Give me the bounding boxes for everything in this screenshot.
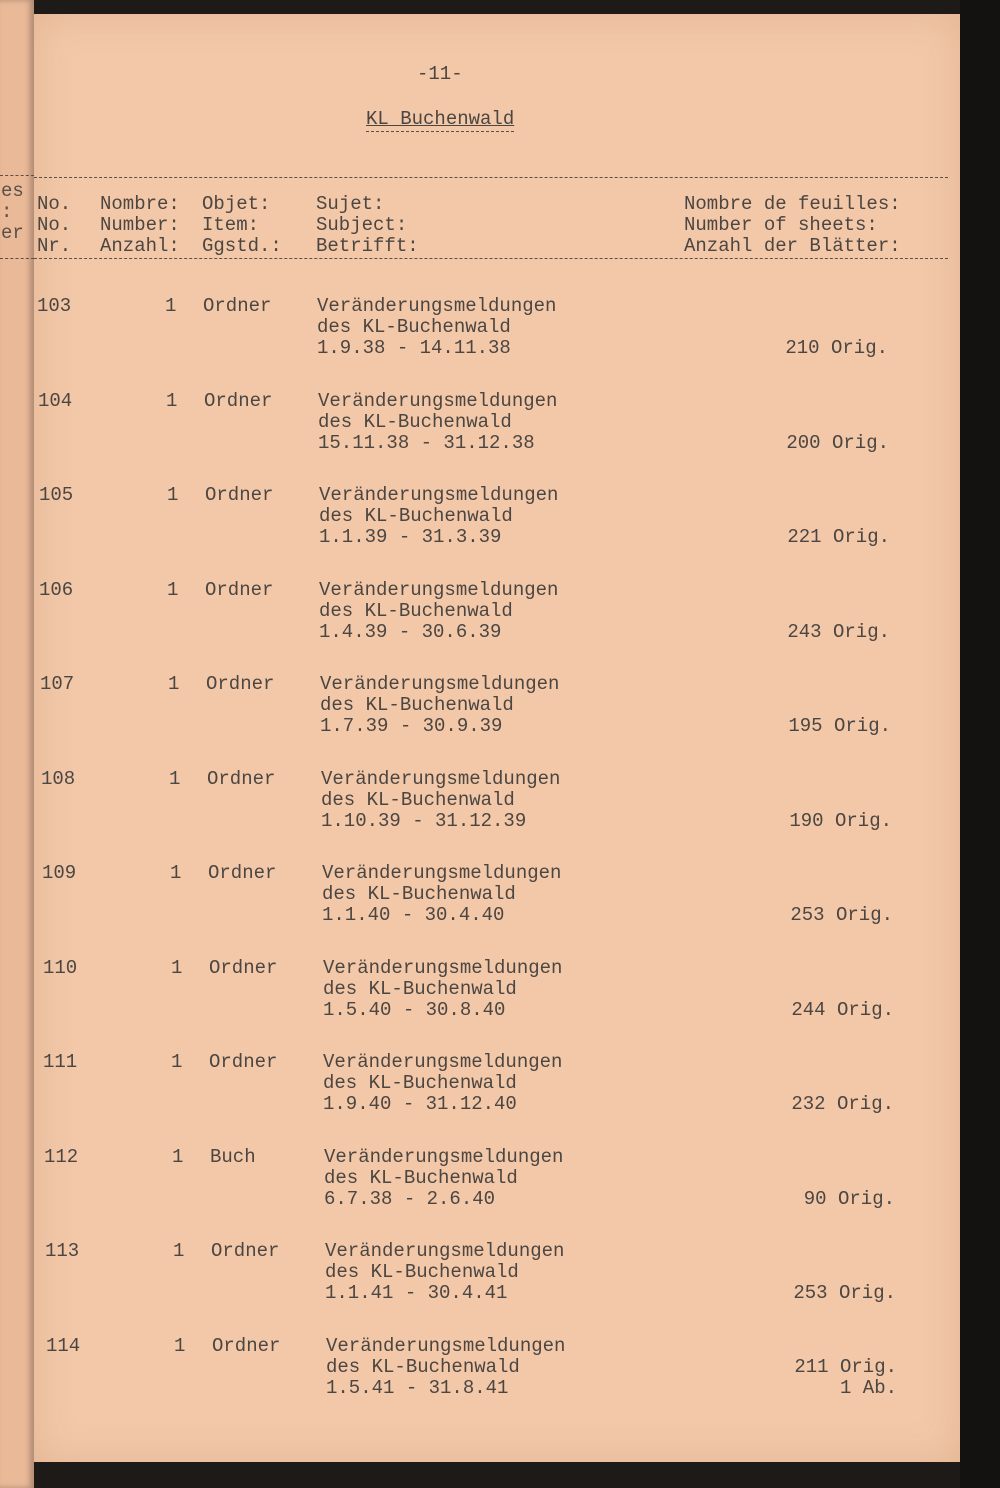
entry-subject-line: Veränderungsmeldungen xyxy=(322,862,562,884)
entry-item: Ordner xyxy=(206,673,275,695)
entry-subject-line: 1.5.41 - 31.8.41 xyxy=(326,1377,509,1399)
document-title: KL Buchenwald xyxy=(366,108,515,130)
header-subject: Subject: xyxy=(316,214,408,236)
entry-sheets: 253 Orig. xyxy=(790,904,893,926)
entry-subject-line: Veränderungsmeldungen xyxy=(320,673,560,695)
entry-number: 113 xyxy=(45,1240,80,1262)
entry-sheets: 200 Orig. xyxy=(786,432,889,454)
entry-item: Ordner xyxy=(205,579,274,601)
previous-page-edge xyxy=(0,0,34,1488)
prev-page-rule xyxy=(0,175,34,176)
entry-count: 1 xyxy=(165,295,177,317)
entry-subject-line: 1.5.40 - 30.8.40 xyxy=(323,999,506,1021)
page-number: -11- xyxy=(417,63,463,85)
entry-subject-line: des KL-Buchenwald xyxy=(323,978,517,1000)
entry-subject-line: Veränderungsmeldungen xyxy=(326,1335,566,1357)
entry-sheets: 244 Orig. xyxy=(791,999,894,1021)
entry-count: 1 xyxy=(171,1051,183,1073)
header-sheets: Anzahl der Blätter: xyxy=(684,235,901,257)
entry-item: Ordner xyxy=(212,1335,281,1357)
entry-count: 1 xyxy=(171,957,183,979)
entry-number: 105 xyxy=(39,484,74,506)
entry-subject-line: Veränderungsmeldungen xyxy=(324,1146,564,1168)
entry-subject-line: Veränderungsmeldungen xyxy=(325,1240,565,1262)
entry-subject-line: Veränderungsmeldungen xyxy=(321,768,561,790)
entry-number: 114 xyxy=(46,1335,81,1357)
header-subject: Betrifft: xyxy=(316,235,419,257)
entry-item: Ordner xyxy=(208,862,277,884)
entry-subject-line: des KL-Buchenwald xyxy=(318,411,512,433)
entry-subject-line: des KL-Buchenwald xyxy=(320,694,514,716)
entry-count: 1 xyxy=(169,768,181,790)
prev-page-rule xyxy=(0,258,34,259)
header-no: No. xyxy=(37,193,72,215)
entry-count: 1 xyxy=(167,484,179,506)
entry-number: 111 xyxy=(43,1051,78,1073)
entry-subject-line: Veränderungsmeldungen xyxy=(323,1051,563,1073)
entry-subject-line: des KL-Buchenwald xyxy=(324,1167,518,1189)
entry-number: 104 xyxy=(38,390,73,412)
entry-item: Ordner xyxy=(207,768,276,790)
entry-subject-line: Veränderungsmeldungen xyxy=(323,957,563,979)
prev-page-fragment: er xyxy=(1,222,24,244)
entry-sheets: 210 Orig. xyxy=(785,337,888,359)
entry-item: Ordner xyxy=(209,957,278,979)
header-item: Objet: xyxy=(202,193,271,215)
header-top-rule xyxy=(34,177,948,178)
entry-number: 110 xyxy=(43,957,78,979)
entry-item: Ordner xyxy=(209,1051,278,1073)
entry-subject-line: 1.1.41 - 30.4.41 xyxy=(325,1282,508,1304)
entry-sheets: 243 Orig. xyxy=(787,621,890,643)
entry-subject-line: des KL-Buchenwald xyxy=(319,505,513,527)
header-bottom-rule xyxy=(34,258,948,259)
prev-page-fragment: : xyxy=(1,201,13,223)
prev-page-fragment: es xyxy=(1,180,24,202)
entry-sheets: 90 Orig. xyxy=(803,1188,895,1210)
entry-count: 1 xyxy=(166,390,178,412)
entry-sheets: 211 Orig. xyxy=(794,1356,897,1378)
header-subject: Sujet: xyxy=(316,193,385,215)
entry-sheets: 1 Ab. xyxy=(839,1377,897,1399)
entry-count: 1 xyxy=(173,1240,185,1262)
entry-subject-line: 1.10.39 - 31.12.39 xyxy=(321,810,527,832)
entry-subject-line: 1.4.39 - 30.6.39 xyxy=(319,621,502,643)
entry-subject-line: 1.1.40 - 30.4.40 xyxy=(322,904,505,926)
entry-subject-line: 15.11.38 - 31.12.38 xyxy=(318,432,535,454)
entry-subject-line: 6.7.38 - 2.6.40 xyxy=(324,1188,496,1210)
entry-subject-line: 1.1.39 - 31.3.39 xyxy=(319,526,502,548)
header-no: Nr. xyxy=(37,235,72,257)
entry-count: 1 xyxy=(167,579,179,601)
entry-number: 108 xyxy=(41,768,76,790)
header-sheets: Nombre de feuilles: xyxy=(684,193,901,215)
entry-subject-line: Veränderungsmeldungen xyxy=(317,295,557,317)
entry-count: 1 xyxy=(172,1146,184,1168)
header-item: Item: xyxy=(202,214,260,236)
entry-count: 1 xyxy=(168,673,180,695)
entry-sheets: 232 Orig. xyxy=(791,1093,894,1115)
entry-subject-line: des KL-Buchenwald xyxy=(325,1261,519,1283)
entry-subject-line: 1.7.39 - 30.9.39 xyxy=(320,715,503,737)
entry-item: Ordner xyxy=(205,484,274,506)
header-no: No. xyxy=(37,214,72,236)
entry-sheets: 190 Orig. xyxy=(789,810,892,832)
document-page xyxy=(34,14,960,1462)
binding-shadow xyxy=(960,0,1000,1488)
entry-number: 103 xyxy=(37,295,72,317)
entry-subject-line: des KL-Buchenwald xyxy=(323,1072,517,1094)
entry-subject-line: des KL-Buchenwald xyxy=(322,883,516,905)
entry-subject-line: Veränderungsmeldungen xyxy=(318,390,558,412)
entry-item: Ordner xyxy=(211,1240,280,1262)
entry-number: 109 xyxy=(42,862,77,884)
entry-subject-line: Veränderungsmeldungen xyxy=(319,484,559,506)
header-sheets: Number of sheets: xyxy=(684,214,878,236)
entry-item: Ordner xyxy=(204,390,273,412)
entry-sheets: 195 Orig. xyxy=(788,715,891,737)
entry-subject-line: 1.9.38 - 14.11.38 xyxy=(317,337,511,359)
entry-count: 1 xyxy=(170,862,182,884)
entry-subject-line: des KL-Buchenwald xyxy=(317,316,511,338)
entry-subject-line: des KL-Buchenwald xyxy=(319,600,513,622)
entry-subject-line: des KL-Buchenwald xyxy=(321,789,515,811)
entry-subject-line: 1.9.40 - 31.12.40 xyxy=(323,1093,517,1115)
entry-subject-line: Veränderungsmeldungen xyxy=(319,579,559,601)
header-number: Number: xyxy=(100,214,180,236)
entry-sheets: 221 Orig. xyxy=(787,526,890,548)
entry-sheets: 253 Orig. xyxy=(793,1282,896,1304)
entry-item: Ordner xyxy=(203,295,272,317)
entry-number: 107 xyxy=(40,673,75,695)
entry-number: 112 xyxy=(44,1146,79,1168)
header-item: Ggstd.: xyxy=(202,235,282,257)
entry-item: Buch xyxy=(210,1146,256,1168)
header-number: Nombre: xyxy=(100,193,180,215)
entry-count: 1 xyxy=(174,1335,186,1357)
entry-number: 106 xyxy=(39,579,74,601)
entry-subject-line: des KL-Buchenwald xyxy=(326,1356,520,1378)
header-number: Anzahl: xyxy=(100,235,180,257)
